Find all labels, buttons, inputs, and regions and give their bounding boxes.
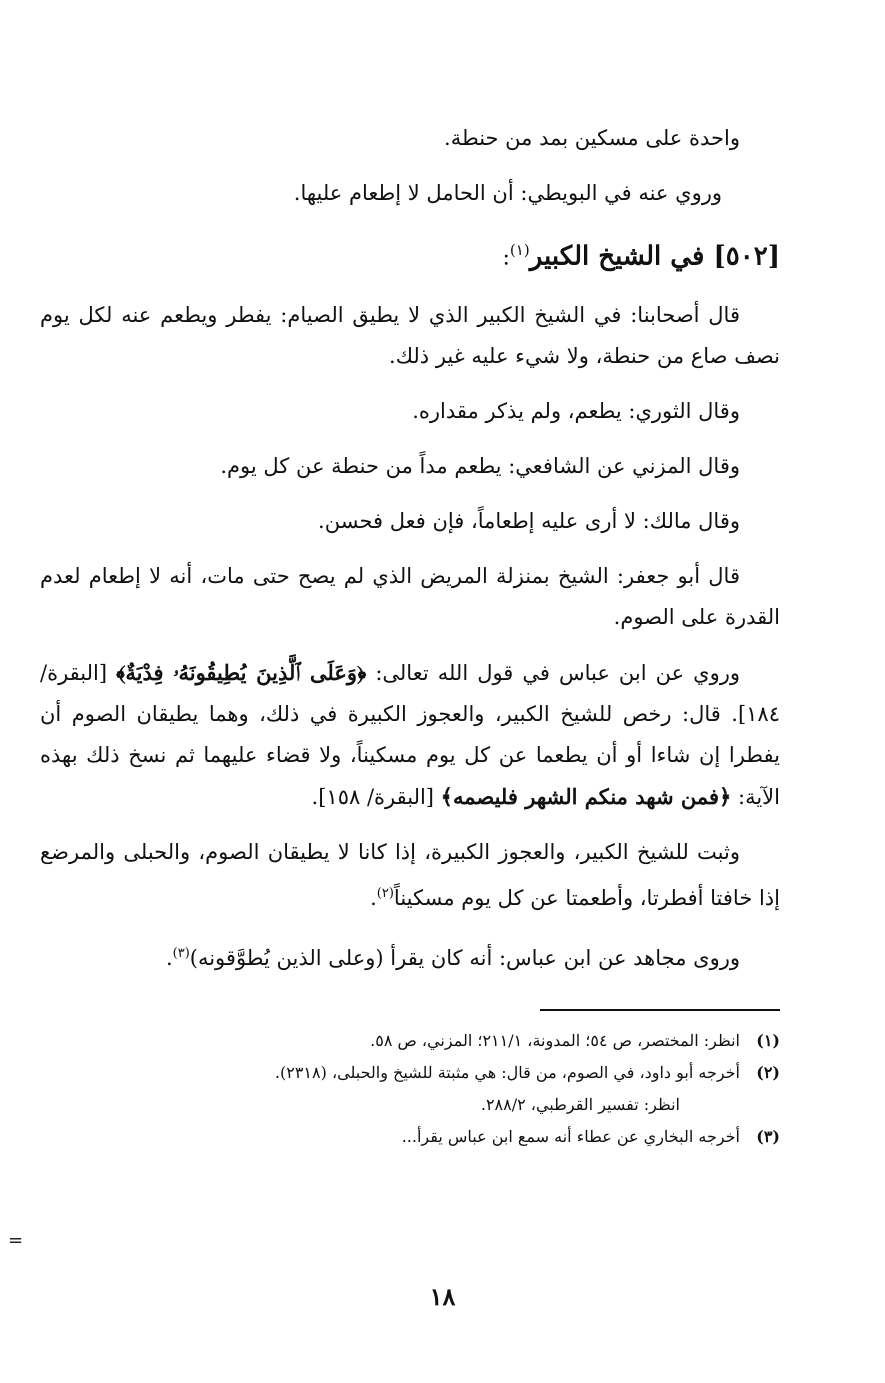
paragraph-5: وقال المزني عن الشافعي: يطعم مداً من حنطة عن كل يوم. xyxy=(220,453,740,478)
paragraph-9-text: وثبت للشيخ الكبير، والعجوز الكبيرة، إذا كانا لا يطيقان الصوم، والحبلى والمرضع إذا خافتا أفطرتا، وأطعمتا عن كل يوم مسكيناً xyxy=(40,839,780,910)
footnote-2-continuation: انظر: تفسير القرطبي، ٢٨٨/٢. xyxy=(480,1094,680,1114)
paragraph-8-intro: وروي عن ابن عباس في قول الله تعالى: xyxy=(366,660,740,685)
section-title: في الشيخ الكبير xyxy=(529,241,705,272)
footnote-3 xyxy=(40,1121,780,1153)
paragraph-2: وروي عنه في البويطي: أن الحامل لا إطعام عليها. xyxy=(293,181,722,205)
footnote-number: (٣) xyxy=(756,1126,780,1146)
footnote-ref-3: (٣) xyxy=(172,945,190,961)
paragraph-8-end: [البقرة/ ١٥٨]. xyxy=(311,784,441,809)
section-footnote-ref: (١) xyxy=(509,241,530,259)
paragraph-10 xyxy=(40,933,780,979)
section-number: [٥٠٢] xyxy=(713,241,780,272)
page-body xyxy=(40,118,780,1153)
footnote-ref-2: (٢) xyxy=(376,885,394,901)
paragraph-7: قال أبو جعفر: الشيخ بمنزلة المريض الذي لم يصح حتى مات، أنه لا إطعام لعدم القدرة على الصوم. xyxy=(40,563,780,629)
paragraph-1: واحدة على مسكين بمد من حنطة. xyxy=(444,126,740,150)
paragraph-9-end: . xyxy=(370,885,377,910)
paragraph-4: وقال الثوري: يطعم، ولم يذكر مقداره. xyxy=(412,398,740,423)
paragraph-9 xyxy=(40,832,780,919)
footnote-text: انظر: المختصر، ص ٥٤؛ المدونة، ٢١١/١؛ المزني، ص ٥٨. xyxy=(370,1030,740,1050)
quran-verse-2: ﴿فمن شهد منكم الشهر فليصمه﴾ xyxy=(440,783,732,809)
footnotes xyxy=(40,1025,780,1153)
paragraph-8 xyxy=(40,652,780,818)
paragraph-10-end: . xyxy=(165,945,173,970)
paragraph-10-text: وروى مجاهد عن ابن عباس: أنه كان يقرأ (وعلى الذين يُطوَّقونه) xyxy=(189,945,740,970)
section-colon: : xyxy=(502,245,510,271)
quran-verse-1: ﴿وَعَلَى ٱلَّذِينَ يُطِيقُونَهُۥ فِدْيَةٌ﴾ xyxy=(116,659,367,685)
paragraph-3: قال أصحابنا: في الشيخ الكبير الذي لا يطيق الصيام: يفطر ويطعم عنه لكل يوم نصف صاع من حنطة، ولا شيء عليه غير ذلك. xyxy=(40,302,780,368)
section-heading xyxy=(40,228,780,281)
footnote-1 xyxy=(40,1025,780,1057)
footnote-number: (١) xyxy=(756,1030,780,1050)
paragraph-6: وقال مالك: لا أرى عليه إطعاماً، فإن فعل فحسن. xyxy=(318,508,740,533)
page-number: ١٨ xyxy=(429,1282,456,1311)
footnote-text: أخرجه أبو داود، في الصوم، من قال: هي مثبتة للشيخ والحبلى، (٢٣١٨). xyxy=(274,1062,740,1082)
paragraph-8-body: [البقرة/ ١٨٤]. قال: رخص للشيخ الكبير، والعجوز الكبيرة في ذلك، وهما يطيقان الصوم أن يفطرا إن شاءا أو أن يطعما عن كل يوم مسكيناً، ولا قضاء عليهما ثم نسخ ذلك بهذه الآية: xyxy=(40,660,780,809)
footnote-2 xyxy=(40,1057,780,1089)
footnote-divider xyxy=(540,1009,780,1011)
footnote-number: (٢) xyxy=(756,1062,780,1082)
footnote-text: أخرجه البخاري عن عطاء أنه سمع ابن عباس يقرأ... xyxy=(401,1126,740,1146)
margin-mark: = xyxy=(8,1230,24,1251)
